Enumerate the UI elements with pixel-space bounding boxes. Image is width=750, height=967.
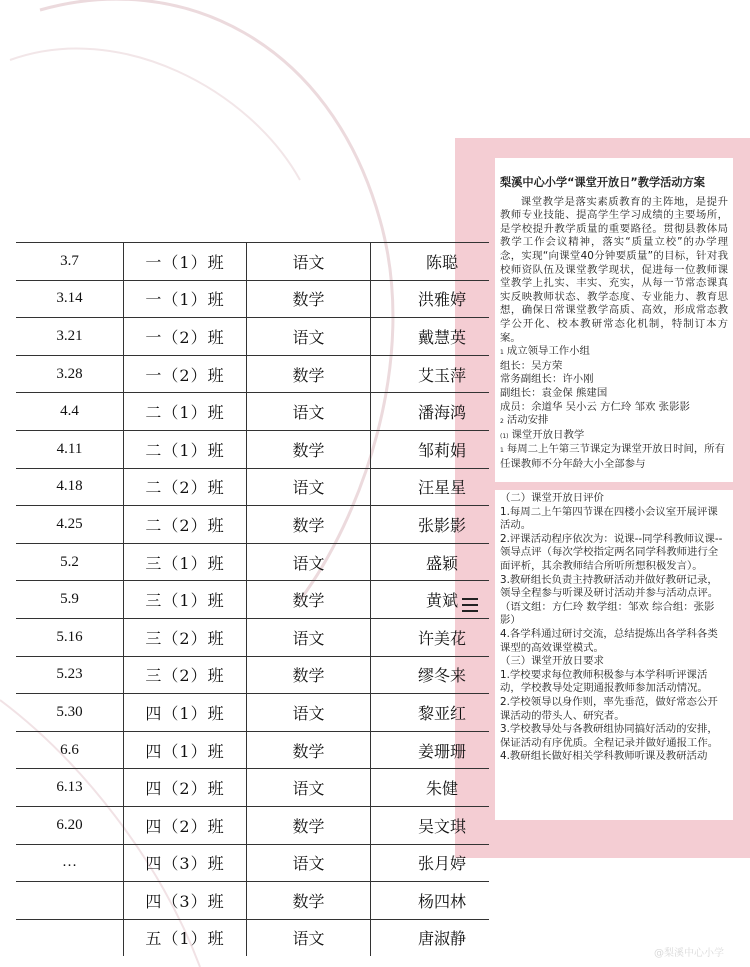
teacher-cell: 朱健 [371,769,490,807]
subject-cell: 语文 [247,694,371,732]
subsection-2-heading: （二）课堂开放日评价 [500,492,604,504]
document-intro: 课堂教学是落实素质教育的主阵地，是提升教师专业技能、提高学生学习成绩的主要场所，是学校提升教学质量的重要路径。贯彻县教体局教学工作会议精神，落实“质量立校”的办学理念，实现“向课堂40分钟要质量”的目标，针对我校师资队伍及课堂教学现状，促进每一位教师课堂教学上扎实、丰实、充实，从每一节常态课真实反映教师状态、教学态度、专业能力、教育思想，确保日常课堂教学高质、高效，形成常态教学公开化、校本教研常态化机制，特制订本方案。 [500,195,728,344]
subsection-3-item: 1.学校要求每位教师积极参与本学科听评课活动，学校教导处定期通报教师参加活动情况。 [500,668,708,695]
table-row [16,506,489,544]
date-cell: 3.21 [16,318,124,356]
section-2-heading: 2 活动安排 [500,414,549,427]
date-cell [16,882,124,920]
table-row [16,882,489,920]
table-row [16,806,489,844]
subsection-3-item: 2.学校领导以身作则，率先垂范，做好常态公开课活动的带头人、研究者。 [500,695,718,722]
teacher-cell: 盛颖 [371,543,490,581]
table-row [16,656,489,694]
class-cell: 二（1）班 [124,393,247,431]
document-title: 梨溪中心小学“课堂开放日”教学活动方案 [500,176,705,189]
document-page-1 [495,158,733,482]
subject-cell: 语文 [247,543,371,581]
subsection-3-heading: （三）课堂开放日要求 [500,655,604,668]
date-cell: 3.7 [16,243,124,281]
date-cell: 5.2 [16,543,124,581]
class-cell: 三（1）班 [124,543,247,581]
table-row [16,731,489,769]
subject-cell: 语文 [247,769,371,807]
subject-cell: 数学 [247,806,371,844]
teacher-cell: 邹莉娟 [371,430,490,468]
table-row [16,919,489,956]
class-cell: 一（1）班 [124,280,247,318]
class-cell: 二（1）班 [124,430,247,468]
vice-line: 副组长：袁金保 熊建国 [500,386,608,399]
table-row [16,618,489,656]
document-page-2 [495,490,733,820]
subject-cell: 数学 [247,581,371,619]
table-row [16,844,489,882]
table-row [16,694,489,732]
class-cell: 二（2）班 [124,506,247,544]
schedule-table [16,242,489,956]
subsection-3-item: 3.学校教导处与各教研组协同搞好活动的安排，保证活动有序优质。全程记录并做好通报工作。 [500,723,719,749]
date-cell [16,919,124,956]
teacher-cell: 唐淑静 [371,919,490,956]
teacher-cell: 黄斌 [371,581,490,619]
date-cell: 4.11 [16,430,124,468]
teacher-cell: 吴文琪 [371,806,490,844]
subject-cell: 语文 [247,243,371,281]
table-row [16,430,489,468]
teacher-cell: 杨四林 [371,882,490,920]
date-cell: 4.4 [16,393,124,431]
vice-exec-line: 常务副组长：许小刚 [500,373,594,386]
subject-cell: 数学 [247,280,371,318]
table-row [16,355,489,393]
subsection-2-item: 1.每周二上午第四节课在四楼小会议室开展评课活动。 [500,505,718,532]
subject-cell: 语文 [247,618,371,656]
subject-cell: 语文 [247,919,371,956]
members-line: 成员：余道华 吴小云 方仁玲 邹欢 张影影 [500,400,690,413]
date-cell: 3.28 [16,355,124,393]
subject-cell: 语文 [247,844,371,882]
class-cell: 一（2）班 [124,318,247,356]
teacher-cell: 洪雅婷 [371,280,490,318]
class-cell: 四（2）班 [124,806,247,844]
teacher-cell: 许美花 [371,618,490,656]
subsection-2-item: 3.教研组长负责主持教研活动并做好教研记录，领导全程参与听课及研讨活动并参与活动点评。（语文组：方仁玲 数学组：邹欢 综合组：张影影） [500,573,719,627]
class-cell: 五（1）班 [124,919,247,956]
date-cell: 6.6 [16,731,124,769]
teacher-cell: 张月婷 [371,844,490,882]
teacher-cell: 缪冬来 [371,656,490,694]
class-cell: 三（2）班 [124,618,247,656]
class-cell: 四（2）班 [124,769,247,807]
date-cell: 4.25 [16,506,124,544]
table-row [16,543,489,581]
class-cell: 三（1）班 [124,581,247,619]
subsection-2-item: 4.各学科通过研讨交流，总结提炼出各学科各类课型的高效课堂模式。 [500,627,718,654]
teacher-cell: 黎亚红 [371,694,490,732]
table-row [16,280,489,318]
subsection-3-item: 4.教研组长做好相关学科教师听课及教研活动 [500,750,708,763]
date-cell: 5.9 [16,581,124,619]
subject-cell: 数学 [247,430,371,468]
section-1-heading: 1 成立领导工作小组 [500,345,590,358]
leader-line: 组长：吴方荣 [500,359,563,372]
subject-cell: 数学 [247,731,371,769]
date-cell: 4.18 [16,468,124,506]
date-cell: 5.16 [16,618,124,656]
subject-cell: 语文 [247,318,371,356]
teacher-cell: 汪星星 [371,468,490,506]
class-cell: 二（2）班 [124,468,247,506]
class-cell: 一（1）班 [124,243,247,281]
subject-cell: 数学 [247,656,371,694]
table-row [16,581,489,619]
class-cell: 四（1）班 [124,694,247,732]
teacher-cell: 潘海鸿 [371,393,490,431]
teacher-cell: 陈聪 [371,243,490,281]
class-cell: 四（3）班 [124,882,247,920]
teacher-cell: 艾玉萍 [371,355,490,393]
date-cell: 5.23 [16,656,124,694]
table-row [16,393,489,431]
date-cell: 3.14 [16,280,124,318]
date-cell: … [16,844,124,882]
subject-cell: 数学 [247,506,371,544]
class-cell: 四（1）班 [124,731,247,769]
table-row [16,318,489,356]
teacher-cell: 张影影 [371,506,490,544]
subsection-2-item: 2.评课活动程序依次为：说课--同学科教师议课--领导点评（每次学校指定两名同学科教师进行全面评析，其余教师结合所听所想积极发言）。 [500,532,723,572]
date-cell: 6.13 [16,769,124,807]
subject-cell: 数学 [247,882,371,920]
table-row [16,243,489,281]
date-cell: 5.30 [16,694,124,732]
table-row [16,769,489,807]
subsection-1-heading: (1) 课堂开放日教学 [500,428,585,441]
subject-cell: 数学 [247,355,371,393]
table-row [16,468,489,506]
class-cell: 一（2）班 [124,355,247,393]
watermark-text: @梨溪中心小学 [654,948,724,959]
subject-cell: 语文 [247,393,371,431]
subsection-1-item: 1 每周二上午第三节课定为课堂开放日时间，所有任课教师不分年龄大小全部参与 [500,443,726,470]
teacher-cell: 姜珊珊 [371,731,490,769]
class-cell: 三（2）班 [124,656,247,694]
class-cell: 四（3）班 [124,844,247,882]
date-cell: 6.20 [16,806,124,844]
subject-cell: 语文 [247,468,371,506]
teacher-cell: 戴慧英 [371,318,490,356]
